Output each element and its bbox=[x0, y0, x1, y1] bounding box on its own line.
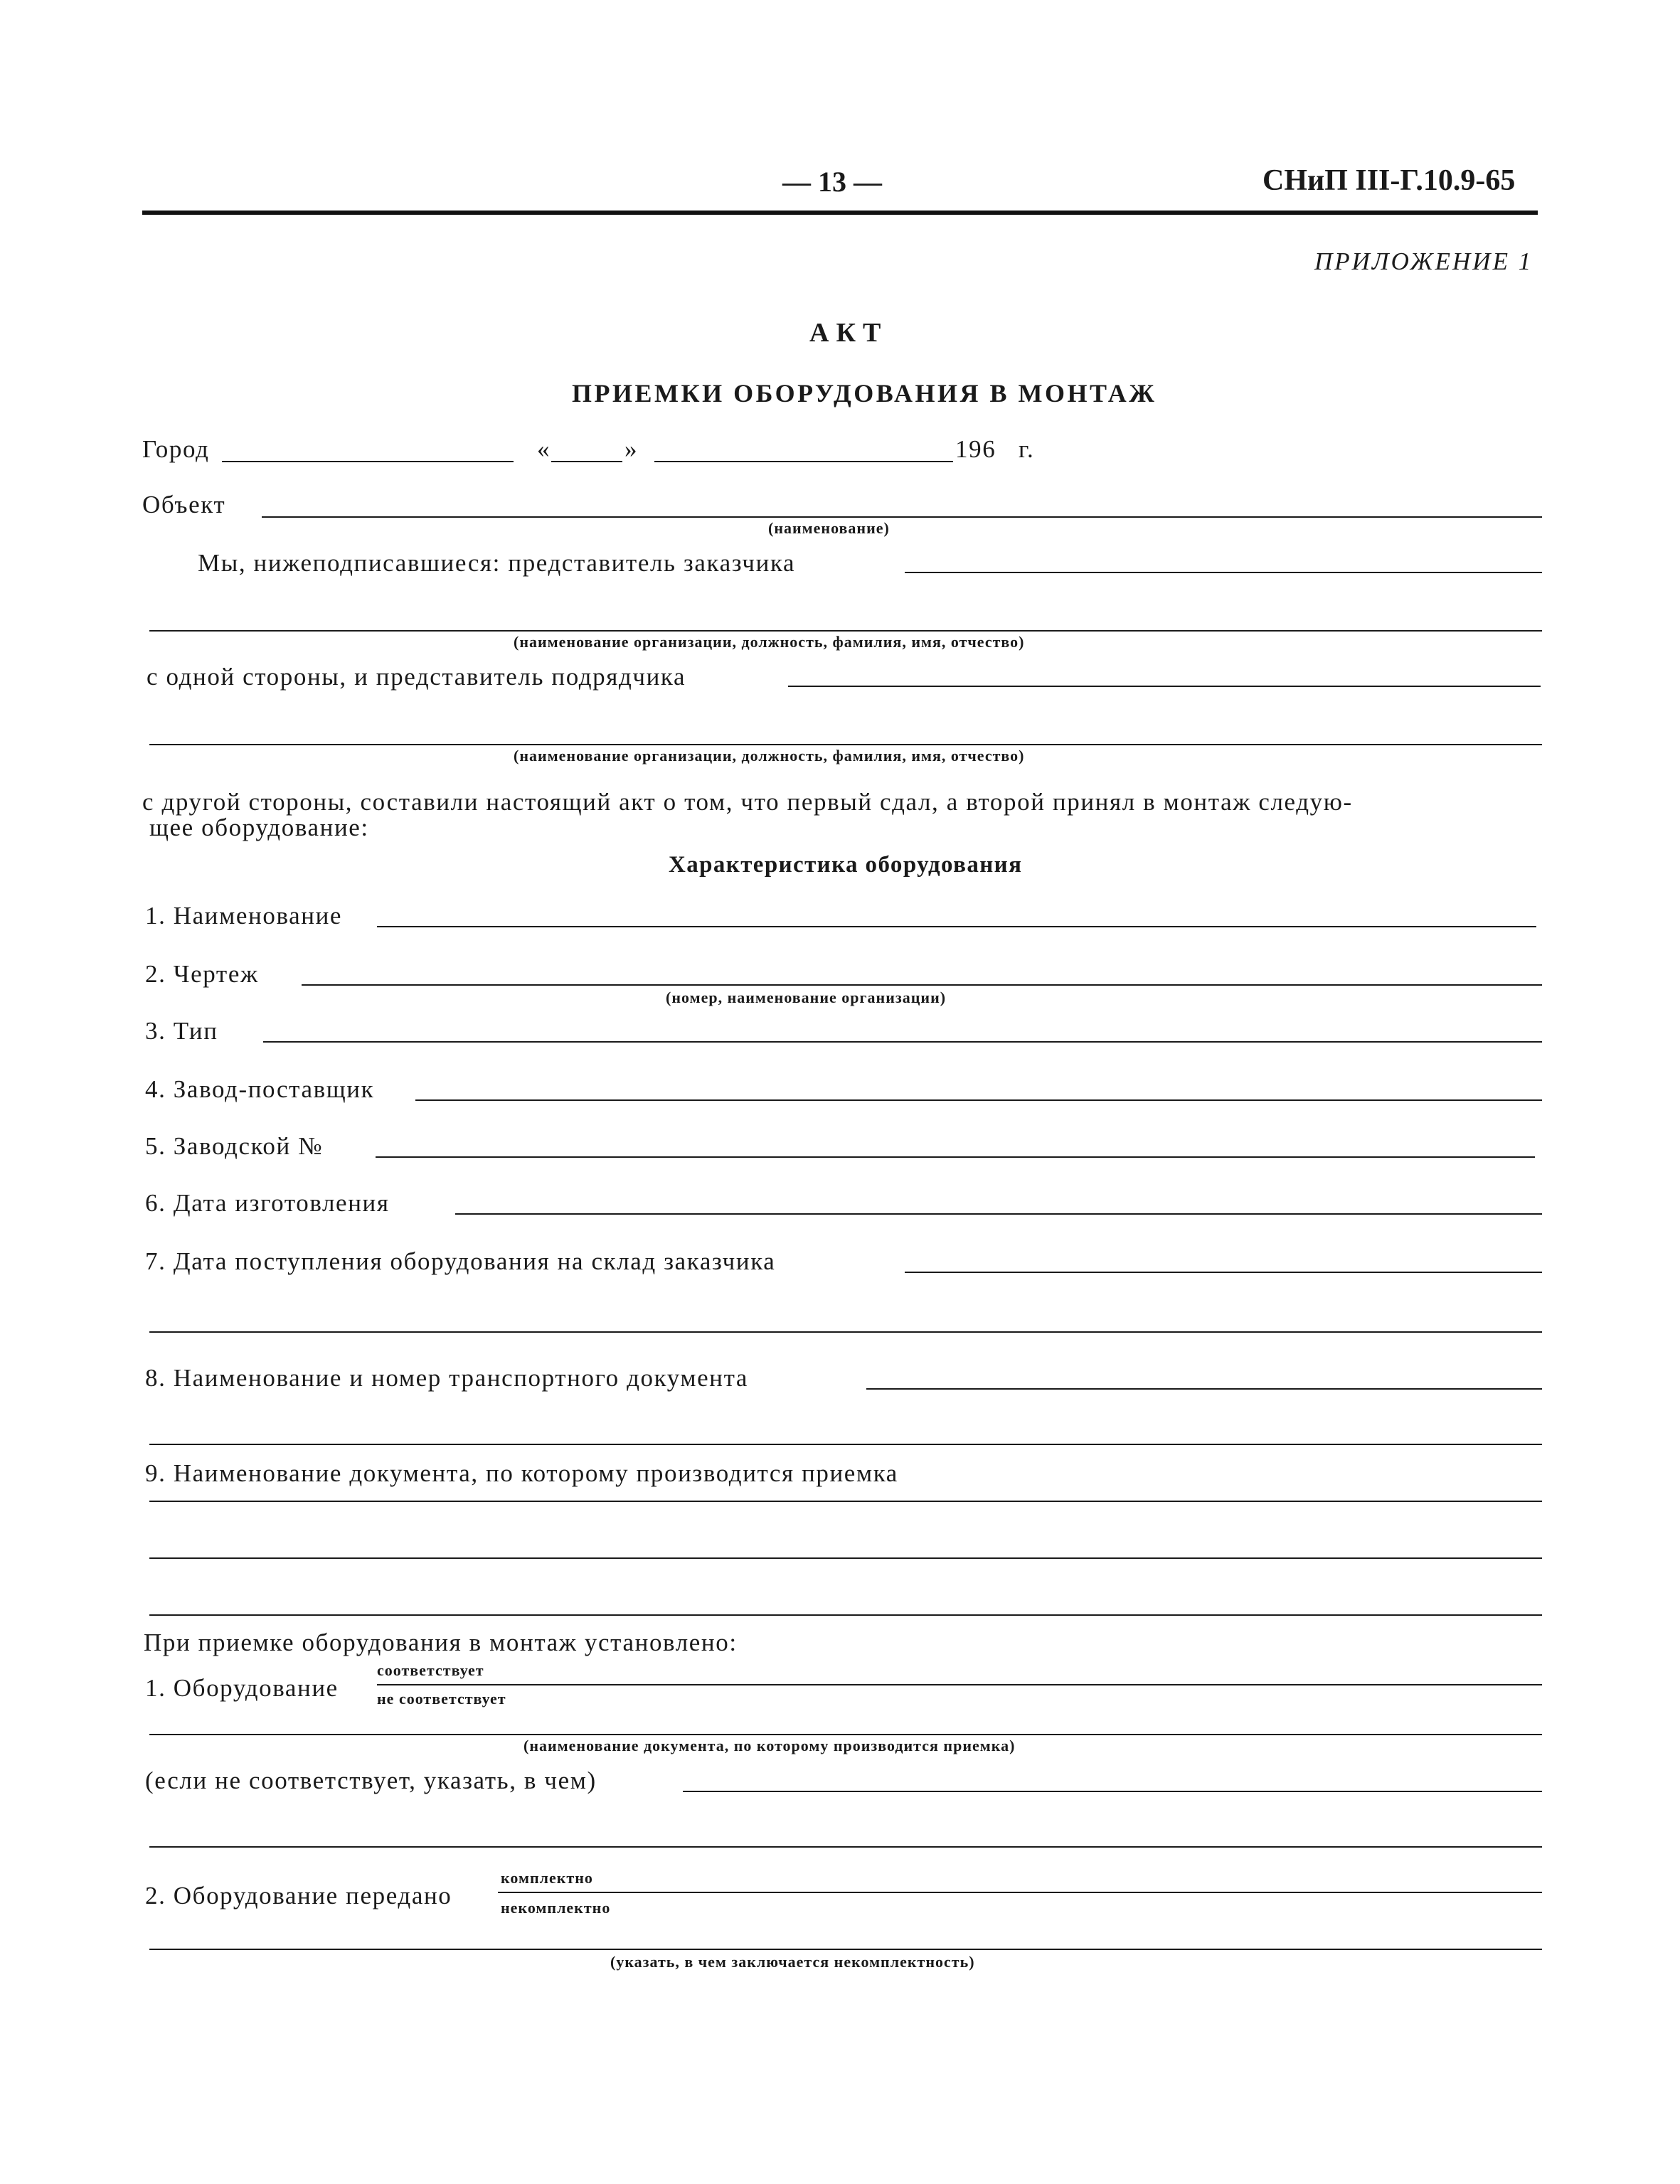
finding1-label: 1. Оборудование bbox=[145, 1674, 339, 1702]
item-drawing-label: 2. Чертеж bbox=[145, 960, 259, 988]
item-supplier-label: 4. Завод-поставщик bbox=[145, 1075, 375, 1103]
day-field[interactable] bbox=[551, 461, 622, 462]
characteristics-heading: Характеристика оборудования bbox=[669, 852, 1023, 878]
appendix-label: ПРИЛОЖЕНИЕ 1 bbox=[1314, 247, 1533, 275]
city-field[interactable] bbox=[222, 461, 514, 462]
agreement-text-line2: щее оборудование: bbox=[149, 814, 369, 841]
year-prefix: 196 bbox=[955, 435, 996, 463]
finding1-field-2[interactable] bbox=[149, 1734, 1542, 1735]
quote-close: » bbox=[624, 435, 639, 463]
finding1-field[interactable] bbox=[377, 1684, 1542, 1685]
finding2-option-incomplete: некомплектно bbox=[501, 1899, 611, 1917]
item-arrival-date-field-2[interactable] bbox=[149, 1331, 1542, 1333]
item-mfg-date-label: 6. Дата изготовления bbox=[145, 1189, 390, 1217]
item-transport-doc-field-2[interactable] bbox=[149, 1444, 1542, 1445]
page-number: — 13 — bbox=[782, 166, 882, 198]
contractor-rep-label: с одной стороны, и представитель подрядчика bbox=[147, 663, 686, 691]
customer-rep-field[interactable] bbox=[905, 572, 1542, 573]
quote-open: « bbox=[537, 435, 551, 463]
title-sub: ПРИЕМКИ ОБОРУДОВАНИЯ В МОНТАЖ bbox=[572, 379, 1157, 407]
item-acceptance-doc-label: 9. Наименование документа, по которому производится приемка bbox=[145, 1459, 898, 1487]
noncompliance-label: (если не соответствует, указать, в чем) bbox=[145, 1767, 597, 1794]
item-transport-doc-label: 8. Наименование и номер транспортного документа bbox=[145, 1364, 749, 1392]
item-type-field[interactable] bbox=[263, 1041, 1542, 1043]
noncompliance-field[interactable] bbox=[683, 1791, 1542, 1792]
finding2-field[interactable] bbox=[498, 1892, 1542, 1893]
customer-rep-field-2[interactable] bbox=[149, 630, 1542, 632]
item-acceptance-doc-field-2[interactable] bbox=[149, 1557, 1542, 1559]
customer-org-caption: (наименование организации, должность, фамилия, имя, отчество) bbox=[514, 633, 1025, 651]
header-rule bbox=[142, 211, 1538, 215]
finding2-option-complete: комплектно bbox=[501, 1869, 593, 1887]
drawing-caption: (номер, наименование организации) bbox=[666, 989, 947, 1006]
item-transport-doc-field[interactable] bbox=[866, 1388, 1542, 1390]
finding2-field-2[interactable] bbox=[149, 1949, 1542, 1950]
year-suffix: г. bbox=[1019, 435, 1035, 463]
item-arrival-date-field[interactable] bbox=[905, 1272, 1542, 1273]
agreement-text-line1: с другой стороны, составили настоящий акт о том, что первый сдал, а второй принял в монтаж следую- bbox=[142, 788, 1353, 816]
city-label: Город bbox=[142, 435, 210, 463]
contractor-org-caption: (наименование организации, должность, фамилия, имя, отчество) bbox=[514, 747, 1025, 765]
finding1-caption: (наименование документа, по которому производится приемка) bbox=[523, 1737, 1016, 1754]
item-drawing-field[interactable] bbox=[302, 984, 1542, 986]
finding1-option-noncompliant: не соответствует bbox=[377, 1690, 506, 1708]
item-name-field[interactable] bbox=[377, 926, 1536, 927]
finding1-option-compliant: соответствует bbox=[377, 1661, 484, 1679]
item-arrival-date-label: 7. Дата поступления оборудования на склад заказчика bbox=[145, 1247, 776, 1275]
noncompliance-field-2[interactable] bbox=[149, 1846, 1542, 1848]
findings-intro: При приемке оборудования в монтаж установлено: bbox=[144, 1629, 738, 1656]
item-serial-label: 5. Заводской № bbox=[145, 1132, 324, 1160]
item-acceptance-doc-field[interactable] bbox=[149, 1501, 1542, 1502]
finding2-caption: (указать, в чем заключается некомплектность) bbox=[610, 1953, 975, 1971]
month-field[interactable] bbox=[654, 461, 953, 462]
item-mfg-date-field[interactable] bbox=[455, 1213, 1542, 1215]
object-caption: (наименование) bbox=[768, 519, 890, 537]
item-acceptance-doc-field-3[interactable] bbox=[149, 1614, 1542, 1616]
object-field[interactable] bbox=[262, 516, 1542, 518]
document-code: СНиП III-Г.10.9-65 bbox=[1262, 164, 1516, 197]
object-label: Объект bbox=[142, 491, 226, 518]
contractor-rep-field-2[interactable] bbox=[149, 744, 1542, 745]
item-name-label: 1. Наименование bbox=[145, 902, 343, 929]
contractor-rep-field[interactable] bbox=[788, 686, 1541, 687]
customer-rep-label: Мы, нижеподписавшиеся: представитель заказчика bbox=[198, 549, 796, 577]
item-supplier-field[interactable] bbox=[415, 1099, 1542, 1101]
item-type-label: 3. Тип bbox=[145, 1017, 218, 1045]
finding2-label: 2. Оборудование передано bbox=[145, 1882, 452, 1909]
item-serial-field[interactable] bbox=[376, 1156, 1535, 1158]
title-main: АКТ bbox=[809, 318, 888, 348]
